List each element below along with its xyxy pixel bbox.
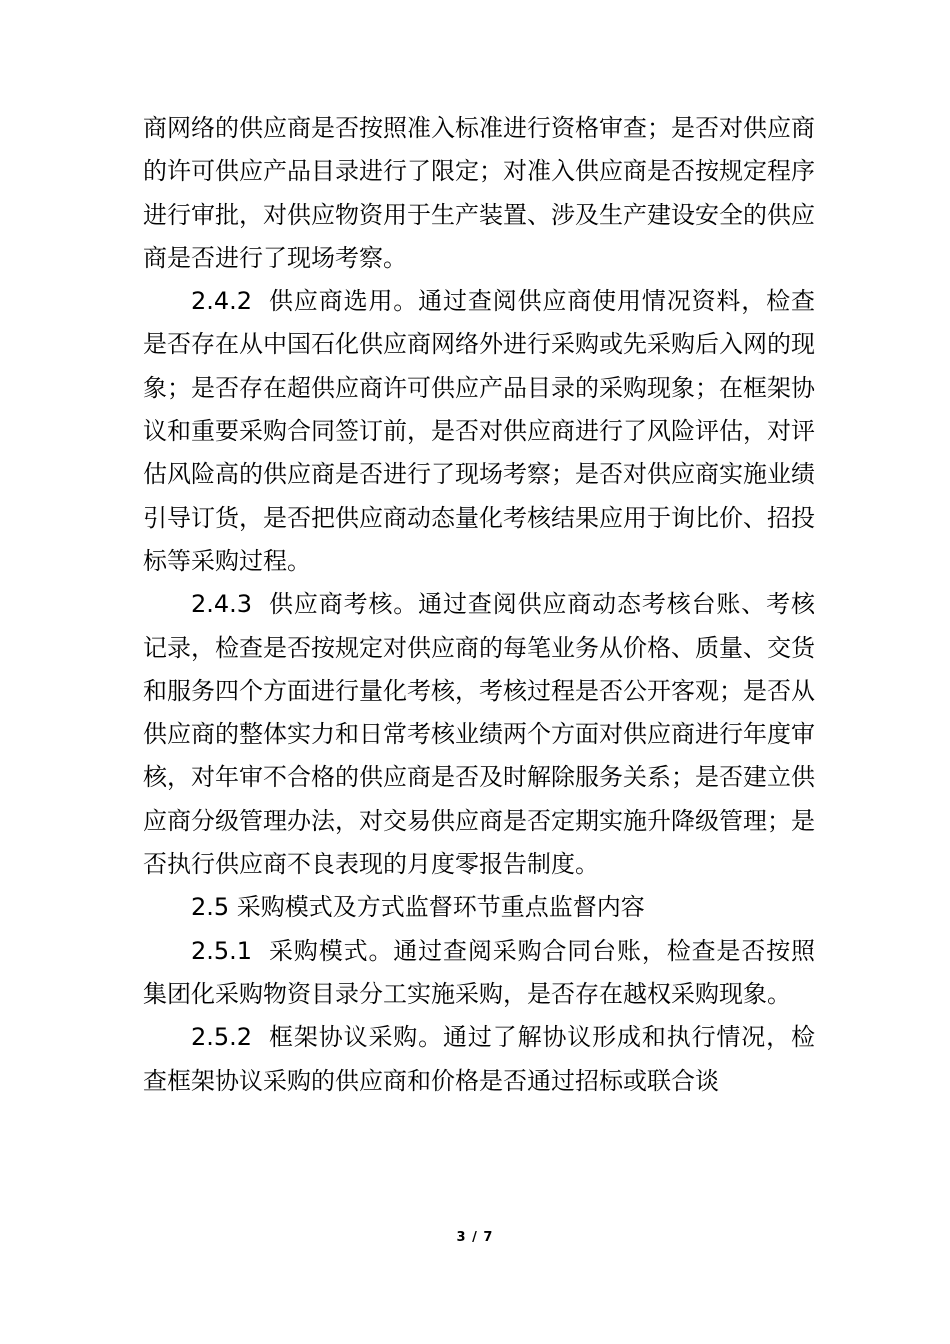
paragraph-2-4-2: 2.4.2 供应商选用。通过查阅供应商使用情况资料，检查是否存在从中国石化供应商网络外进行采购或先采购后入网的现象；是否存在超供应商许可供应产品目录的采购现象；在框架协议和重要采购合同签订前，是否对供应商进行了风险评估，对评估风险高的供应商是否进行了现场考察；是否对供应商实施业绩引导订货，是否把供应商动态量化考核结果应用于询比价、招投标等采购过程。 bbox=[143, 287, 815, 575]
paragraph-2-4-3: 2.4.3 供应商考核。通过查阅供应商动态考核台账、考核记录，检查是否按规定对供应商的每笔业务从价格、质量、交货和服务四个方面进行量化考核，考核过程是否公开客观；是否从供应商的整体实力和日常考核业绩两个方面对供应商进行年度审核，对年审不合格的供应商是否及时解除服务关系；是否建立供应商分级管理办法，对交易供应商是否定期实施升降级管理；是否执行供应商不良表现的月度零报告制度。 bbox=[143, 590, 815, 879]
body-text bbox=[143, 107, 815, 1103]
paragraph-continuation: 商网络的供应商是否按照准入标准进行资格审查；是否对供应商的许可供应产品目录进行了限定；对准入供应商是否按规定程序进行审批，对供应物资用于生产装置、涉及生产建设安全的供应商是否进行了现场考察。 bbox=[143, 114, 815, 272]
paragraph-2-5-1: 2.5.1 采购模式。通过查阅采购合同台账，检查是否按照集团化采购物资目录分工实施采购，是否存在越权采购现象。 bbox=[143, 936, 815, 1008]
section-heading-2-5: 2.5 采购模式及方式监督环节重点监督内容 bbox=[191, 893, 645, 922]
page-number: 3 / 7 bbox=[456, 1230, 494, 1245]
paragraph-2-5-2: 2.5.2 框架协议采购。通过了解协议形成和执行情况，检查框架协议采购的供应商和价格是否通过招标或联合谈 bbox=[143, 1023, 815, 1095]
